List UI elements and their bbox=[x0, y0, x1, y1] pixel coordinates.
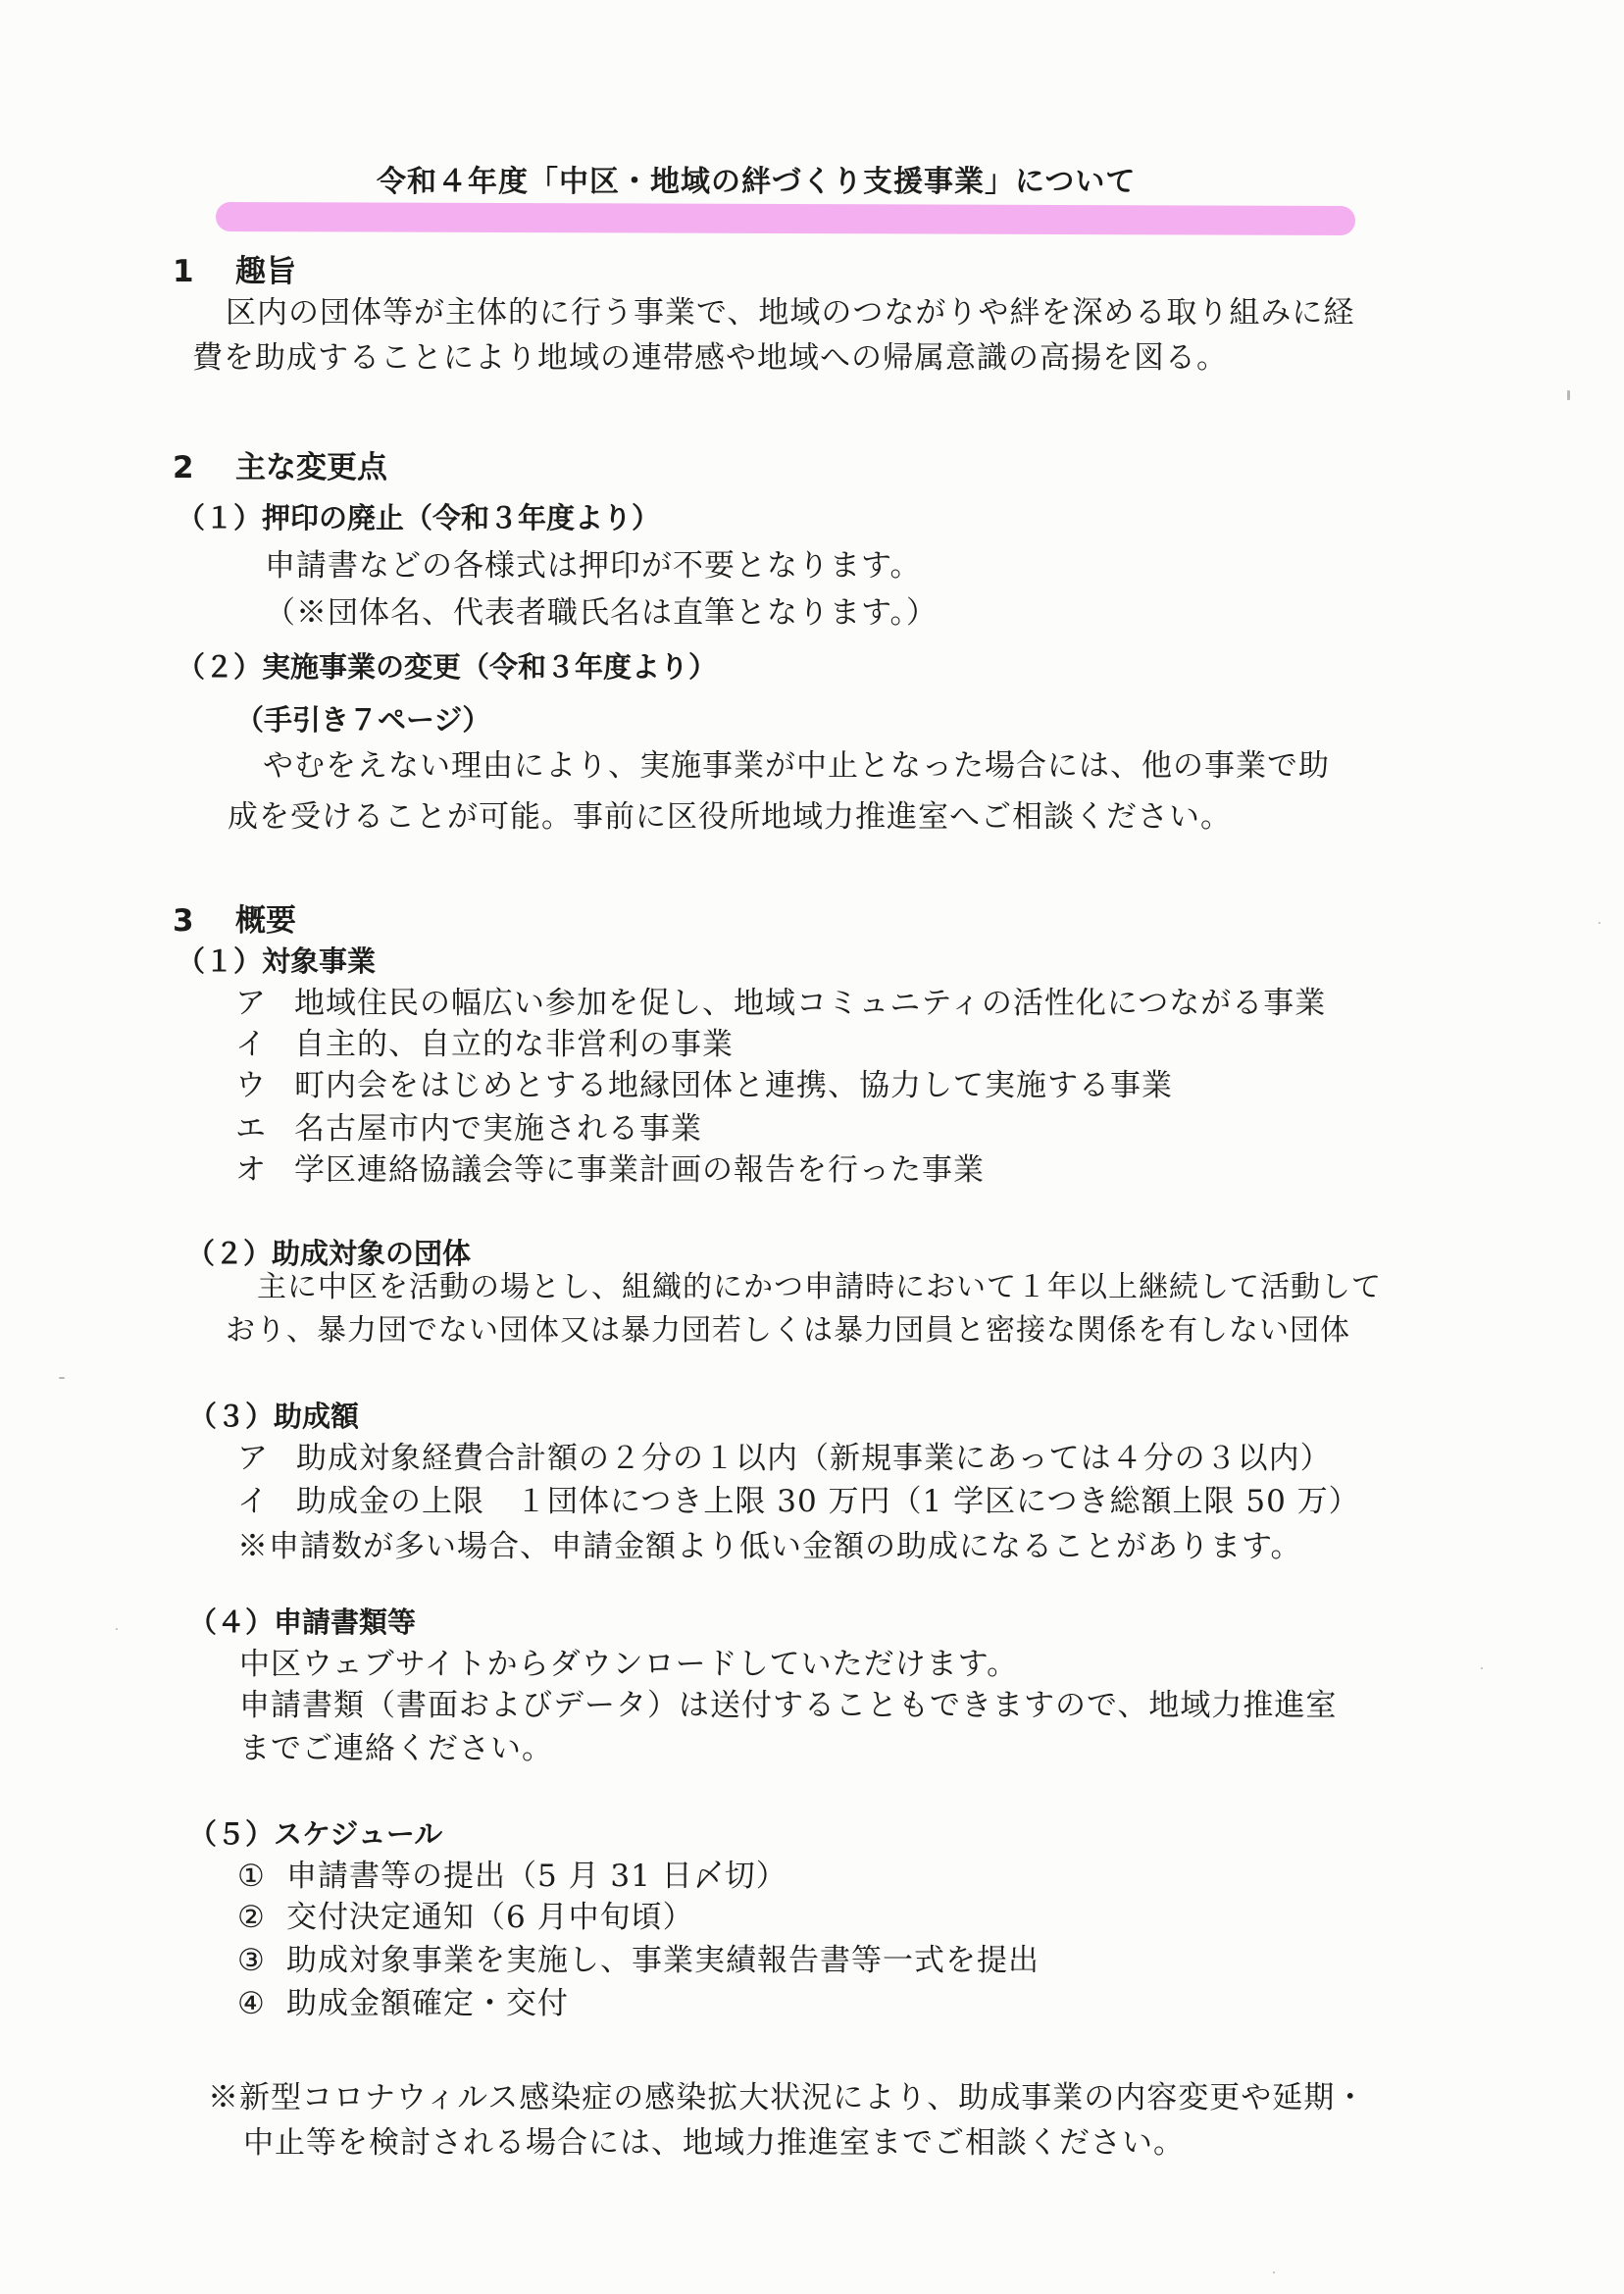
scan-speck bbox=[1481, 1667, 1483, 1669]
target-item-o bbox=[235, 1152, 985, 1188]
section-3-title: 概要 bbox=[235, 903, 296, 939]
amount-note: ※申請数が多い場合、申請金額より低い金額の助成になることがあります。 bbox=[237, 1529, 1302, 1564]
item-label: ④ bbox=[237, 1986, 266, 2021]
section-2-sub-2-line-2: 成を受けることが可能。事前に区役所地域力推進室へご相談ください。 bbox=[228, 799, 1232, 835]
item-text: 交付決定通知（6 月中旬頃） bbox=[286, 1900, 694, 1935]
target-item-e bbox=[235, 1111, 702, 1147]
schedule-item-2 bbox=[237, 1900, 694, 1935]
section-1-heading bbox=[173, 254, 296, 289]
footnote-line-2: 中止等を検討される場合には、地域力推進室までご相談ください。 bbox=[243, 2125, 1185, 2161]
section-3-sub-4-heading: （４）申請書類等 bbox=[188, 1606, 417, 1639]
item-text: 助成対象事業を実施し、事業実績報告書等一式を提出 bbox=[286, 1943, 1040, 1978]
section-1-title: 趣旨 bbox=[235, 254, 296, 289]
item-label: ② bbox=[237, 1900, 266, 1935]
scan-speck bbox=[1567, 390, 1570, 400]
item-label: ③ bbox=[237, 1943, 266, 1978]
item-label: ア bbox=[235, 986, 267, 1021]
target-item-i bbox=[235, 1027, 734, 1062]
section-1-line-2: 費を助成することにより地域の連帯感や地域への帰属意識の高揚を図る。 bbox=[192, 340, 1228, 376]
section-3-number: 3 bbox=[173, 903, 194, 939]
section-1-number: 1 bbox=[173, 254, 194, 289]
target-item-u bbox=[235, 1068, 1173, 1103]
item-label: ウ bbox=[235, 1068, 267, 1103]
item-text: 助成金額確定・交付 bbox=[286, 1986, 569, 2021]
schedule-item-4 bbox=[237, 1986, 569, 2021]
section-2-sub-2-heading: （２）実施事業の変更（令和３年度より） bbox=[177, 650, 718, 684]
section-3-sub-2-line-2: おり、暴力団でない団体又は暴力団若しくは暴力団員と密接な関係を有しない団体 bbox=[226, 1313, 1350, 1348]
item-text: 学区連絡協議会等に事業計画の報告を行った事業 bbox=[294, 1152, 985, 1188]
item-label: イ bbox=[237, 1484, 269, 1519]
amount-item-i bbox=[237, 1484, 1360, 1519]
item-label: ア bbox=[237, 1441, 269, 1476]
item-text: 自主的、自立的な非営利の事業 bbox=[294, 1027, 734, 1062]
scan-speck bbox=[1599, 922, 1600, 924]
scan-speck bbox=[1273, 2271, 1275, 2273]
page-title: 令和４年度「中区・地域の絆づくり支援事業」について bbox=[377, 165, 1137, 199]
schedule-item-1 bbox=[237, 1861, 787, 1892]
section-2-heading bbox=[173, 450, 387, 485]
item-label: ① bbox=[237, 1859, 266, 1894]
section-2-sub-2-line-1: やむをえない理由により、実施事業が中止となった場合には、他の事業で助 bbox=[263, 748, 1330, 784]
schedule-item-3 bbox=[237, 1943, 1040, 1978]
section-3-heading bbox=[173, 903, 296, 939]
item-text: 名古屋市内で実施される事業 bbox=[294, 1111, 702, 1147]
section-3-sub-4-line-1: 中区ウェブサイトからダウンロードしていただけます。 bbox=[239, 1647, 1019, 1682]
item-text: 申請書等の提出（5 月 31 日〆切） bbox=[286, 1859, 787, 1894]
section-1-line-1: 区内の団体等が主体的に行う事業で、地域のつながりや絆を深める取り組みに経 bbox=[226, 295, 1355, 331]
section-2-title: 主な変更点 bbox=[235, 450, 387, 485]
section-2-sub-1-line-1: 申請書などの各様式は押印が不要となります。 bbox=[265, 548, 922, 584]
section-3-sub-4-line-2: 申請書類（書面およびデータ）は送付することもできますので、地域力推進室 bbox=[239, 1688, 1338, 1723]
title-highlight-marker bbox=[216, 202, 1355, 235]
item-label: オ bbox=[235, 1152, 267, 1188]
section-3-sub-4-line-3: までご連絡ください。 bbox=[239, 1731, 553, 1766]
section-3-sub-2-line-1: 主に中区を活動の場とし、組織的にかつ申請時において１年以上継続して活動して bbox=[257, 1270, 1382, 1304]
amount-item-a bbox=[237, 1441, 1332, 1476]
footnote-line-1: ※新型コロナウィルス感染症の感染拡大状況により、助成事業の内容変更や延期・ bbox=[208, 2080, 1367, 2116]
section-2-sub-2-subheading: （手引き７ページ） bbox=[235, 703, 491, 737]
item-label: イ bbox=[235, 1027, 267, 1062]
item-label: エ bbox=[235, 1111, 267, 1147]
section-3-sub-1-heading: （１）対象事業 bbox=[177, 944, 377, 978]
section-3-sub-3-heading: （３）助成額 bbox=[188, 1400, 360, 1433]
section-3-sub-2-heading: （２）助成対象の団体 bbox=[186, 1237, 472, 1270]
item-text: 地域住民の幅広い参加を促し、地域コミュニティの活性化につながる事業 bbox=[294, 986, 1327, 1021]
scan-speck bbox=[59, 1377, 65, 1379]
scan-speck bbox=[116, 1628, 118, 1630]
item-text: 町内会をはじめとする地縁団体と連携、協力して実施する事業 bbox=[294, 1068, 1173, 1103]
section-2-sub-1-heading: （１）押印の廃止（令和３年度より） bbox=[177, 501, 661, 535]
item-text: 助成対象経費合計額の２分の１以内（新規事業にあっては４分の３以内） bbox=[296, 1441, 1332, 1476]
target-item-a bbox=[235, 986, 1327, 1021]
item-text: 助成金の上限 １団体につき上限 30 万円（1 学区につき総額上限 50 万） bbox=[296, 1484, 1360, 1519]
section-2-sub-1-line-2: （※団体名、代表者職氏名は直筆となります。） bbox=[265, 595, 939, 631]
section-3-sub-5-heading: （５）スケジュール bbox=[188, 1817, 443, 1851]
section-2-number: 2 bbox=[173, 450, 194, 485]
